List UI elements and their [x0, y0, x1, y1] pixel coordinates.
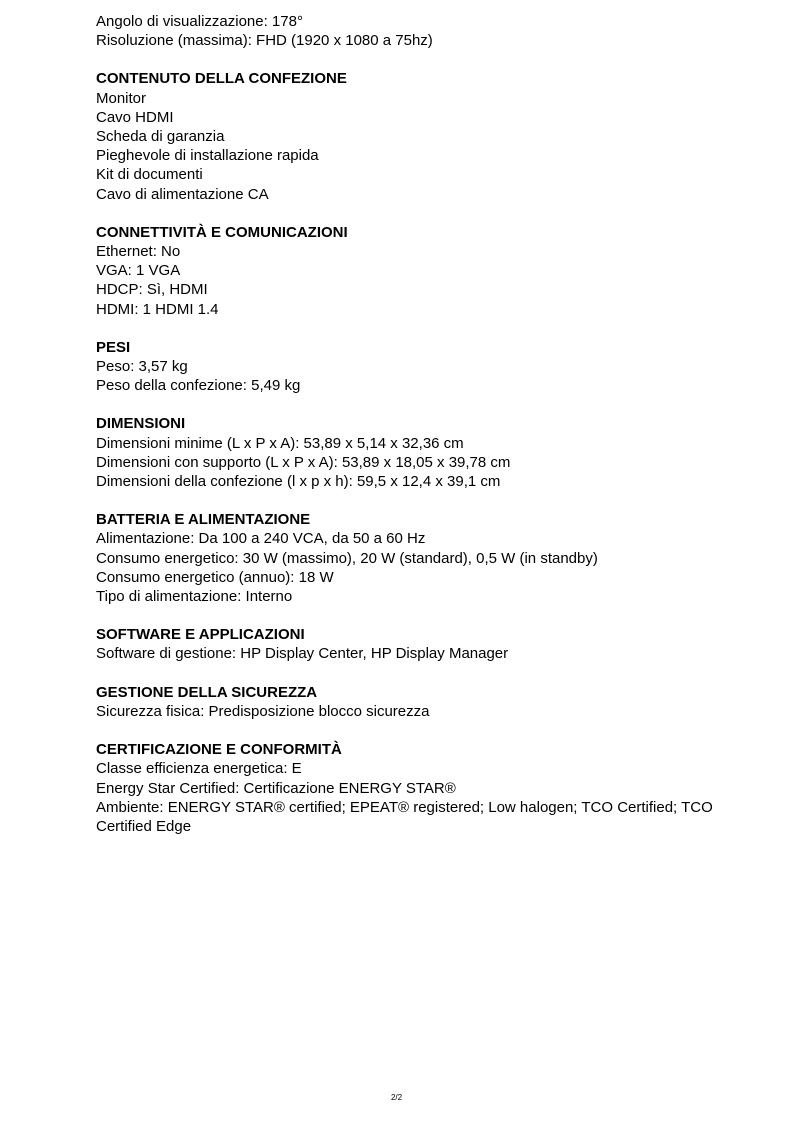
- spec-line: Consumo energetico (annuo): 18 W: [96, 568, 334, 586]
- spec-line: Tipo di alimentazione: Interno: [96, 588, 293, 606]
- spec-line: VGA: 1 VGA: [96, 262, 181, 280]
- spec-line: Cavo di alimentazione CA: [96, 185, 269, 203]
- spec-line: Classe efficienza energetica: E: [96, 760, 302, 778]
- spec-line: Peso della confezione: 5,49 kg: [96, 377, 301, 395]
- section-software: [96, 625, 746, 663]
- intro-section: [96, 12, 746, 50]
- spec-line: Consumo energetico: 30 W (massimo), 20 W (standard), 0,5 W (in standby): [96, 549, 598, 567]
- spec-line: Monitor: [96, 89, 147, 107]
- spec-line: Kit di documenti: [96, 166, 203, 184]
- document-body: [96, 12, 746, 855]
- spec-line: Energy Star Certified: Certificazione ENERGY STAR®: [96, 779, 456, 797]
- section-dimensioni: [96, 414, 746, 491]
- spec-line: Cavo HDMI: [96, 108, 174, 126]
- spec-line: Dimensioni della confezione (l x p x h): 59,5 x 12,4 x 39,1 cm: [96, 473, 501, 491]
- spec-line: Peso: 3,57 kg: [96, 358, 188, 376]
- spec-line: Scheda di garanzia: [96, 128, 225, 146]
- section-pesi: [96, 338, 746, 396]
- spec-line: HDMI: 1 HDMI 1.4: [96, 300, 219, 318]
- section-heading: DIMENSIONI: [96, 415, 186, 433]
- spec-line: Alimentazione: Da 100 a 240 VCA, da 50 a 60 Hz: [96, 530, 426, 548]
- section-heading: CONTENUTO DELLA CONFEZIONE: [96, 70, 347, 88]
- spec-line: Pieghevole di installazione rapida: [96, 147, 319, 165]
- section-certificazione: [96, 740, 746, 836]
- section-heading: CERTIFICAZIONE E CONFORMITÀ: [96, 741, 342, 759]
- section-heading: CONNETTIVITÀ E COMUNICAZIONI: [96, 223, 348, 241]
- spec-line: Software di gestione: HP Display Center, HP Display Manager: [96, 645, 509, 663]
- section-contenuto-confezione: [96, 69, 746, 203]
- section-heading: PESI: [96, 338, 131, 356]
- spec-line: Ambiente: ENERGY STAR® certified; EPEAT® registered; Low halogen; TCO Certified; TCO Certified Edge: [96, 798, 713, 835]
- section-connettivita: [96, 223, 746, 319]
- spec-line: Dimensioni minime (L x P x A): 53,89 x 5,14 x 32,36 cm: [96, 434, 464, 452]
- spec-line: Dimensioni con supporto (L x P x A): 53,89 x 18,05 x 39,78 cm: [96, 453, 511, 471]
- section-heading: SOFTWARE E APPLICAZIONI: [96, 626, 305, 644]
- spec-line: HDCP: Sì, HDMI: [96, 281, 208, 299]
- section-batteria-alimentazione: [96, 510, 746, 606]
- spec-line: Sicurezza fisica: Predisposizione blocco sicurezza: [96, 702, 430, 720]
- section-sicurezza: [96, 683, 746, 721]
- section-heading: BATTERIA E ALIMENTAZIONE: [96, 511, 311, 529]
- spec-line: Ethernet: No: [96, 243, 181, 261]
- spec-line: Angolo di visualizzazione: 178°: [96, 13, 303, 30]
- section-heading: GESTIONE DELLA SICUREZZA: [96, 683, 318, 701]
- page-number: 2/2: [390, 1093, 403, 1102]
- spec-line: Risoluzione (massima): FHD (1920 x 1080 a 75hz): [96, 32, 433, 50]
